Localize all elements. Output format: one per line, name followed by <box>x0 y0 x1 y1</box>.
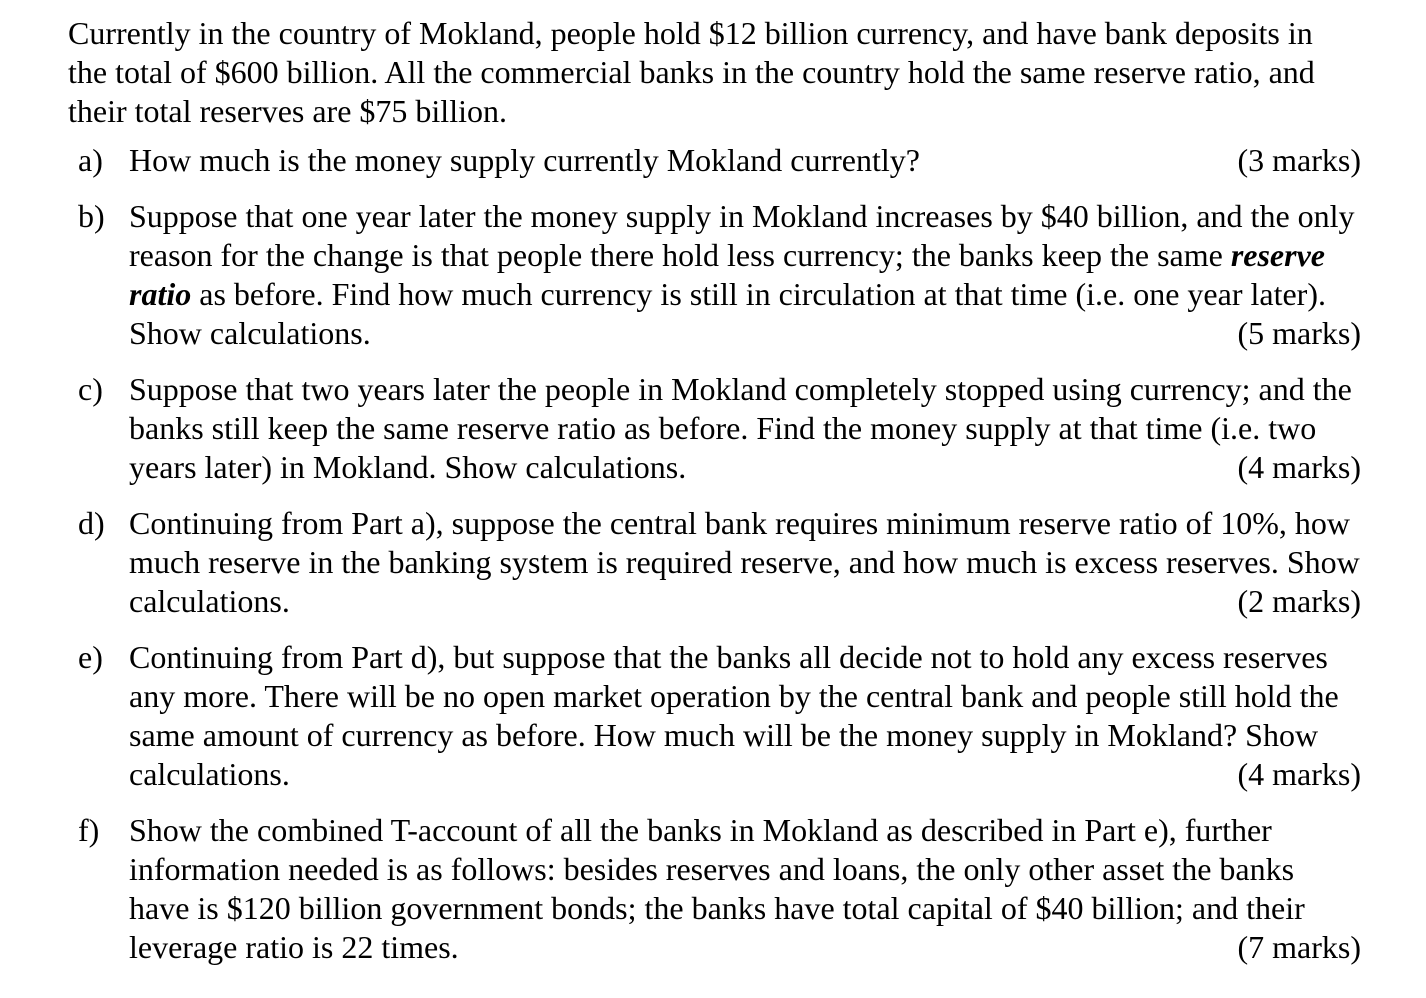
question-marks: (5 marks) <box>1237 315 1361 351</box>
question-text: Suppose that two years later the people in Mokland completely stopped using currency; and the banks still keep the same reserve ratio as before. Find the money supply at that time (i.e. two years later) in Mokland. Show calculations. <box>129 371 1352 485</box>
question-marks: (7 marks) <box>1237 929 1361 965</box>
question-letter: b) <box>78 198 105 234</box>
question-text: How much is the money supply currently Mokland currently? <box>129 142 920 178</box>
question-letter: f) <box>78 812 100 848</box>
question-letter: c) <box>78 371 103 407</box>
question-f <box>68 811 1361 967</box>
question-text: Suppose that one year later the money supply in Mokland increases by $40 billion, and the only reason for the change is that people there hold less currency; the banks keep the same <box>129 198 1355 273</box>
question-text: Continuing from Part d), but suppose that the banks all decide not to hold any excess reserves any more. There will be no open market operation by the central bank and people still hold the same amount of currency as before. How much will be the money supply in Mokland? Show calculations. <box>129 639 1339 792</box>
question-text: Show the combined T-account of all the banks in Mokland as described in Part e), further information needed is as follows: besides reserves and loans, the only other asset the banks have is $120 billion government bonds; the banks have total capital of $40 billion; and their leverage ratio is 22 times. <box>129 812 1305 965</box>
question-letter: d) <box>78 505 105 541</box>
question-e <box>68 638 1361 794</box>
question-d <box>68 504 1361 621</box>
question-letter: a) <box>78 142 103 178</box>
question-marks: (4 marks) <box>1237 756 1361 792</box>
question-text: Continuing from Part a), suppose the central bank requires minimum reserve ratio of 10%, how much reserve in the banking system is required reserve, and how much is excess reserves. Show calculations. <box>129 505 1360 619</box>
question-marks: (3 marks) <box>1237 142 1361 178</box>
emphasized-term: reserve ratio <box>129 237 1325 312</box>
question-a <box>68 141 1361 180</box>
question-letter: e) <box>78 639 103 675</box>
question-b <box>68 197 1361 353</box>
question-c <box>68 370 1361 487</box>
intro-paragraph: Currently in the country of Mokland, people hold $12 billion currency, and have bank deposits in the total of $600 billion. All the commercial banks in the country hold the same reserve ratio, and their total reserves are $75 billion. <box>68 15 1315 129</box>
question-text-continued: as before. Find how much currency is still in circulation at that time (i.e. one year later). Show calculations. <box>129 276 1326 351</box>
question-marks: (4 marks) <box>1237 449 1361 485</box>
question-marks: (2 marks) <box>1237 583 1361 619</box>
